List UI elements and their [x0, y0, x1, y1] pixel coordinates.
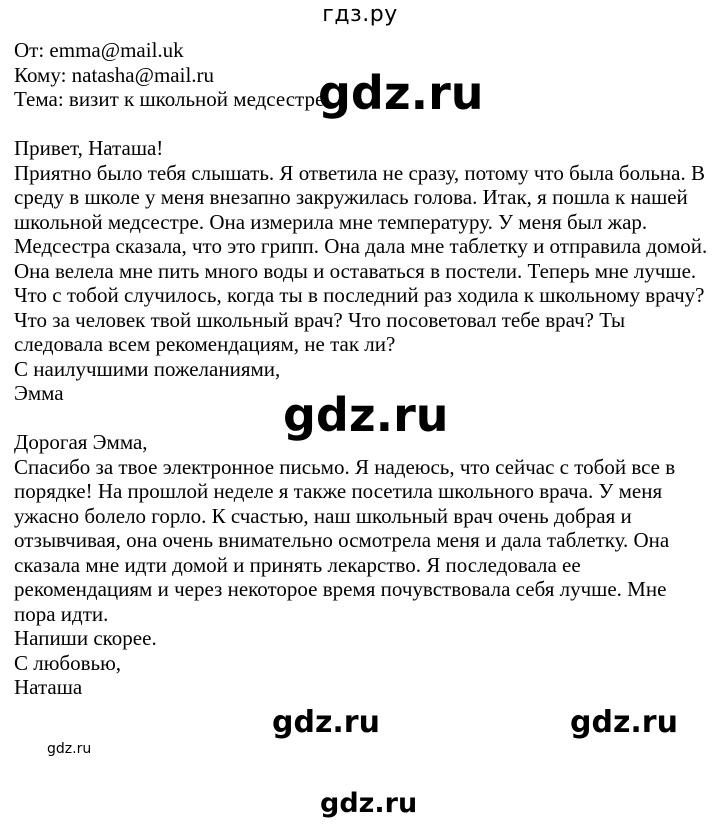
letter2-greeting: Дорогая Эмма,: [14, 430, 148, 454]
email-subject: Тема: визит к школьной медсестре: [14, 87, 325, 111]
letter1-greeting: Привет, Наташа!: [14, 136, 164, 160]
letter2-extra: Напиши скорее.: [14, 626, 157, 650]
letter1-line: следовала всем рекомендациям, не так ли?: [14, 332, 396, 356]
watermark-lower-left: gdz.ru: [272, 705, 380, 740]
watermark-lower-right: gdz.ru: [570, 705, 678, 740]
letter1-line: Что с тобой случилось, когда ты в последний раз ходила к школьному врачу?: [14, 283, 705, 307]
email-to: Кому: natasha@mail.ru: [14, 62, 215, 87]
letter2-line: сказала мне идти домой и принять лекарство. Я последовала ее: [14, 552, 581, 577]
letter1-line: школьной медсестре. Она измерила мне температуру. У меня был жар.: [14, 209, 648, 234]
letter2-signature: Наташа: [14, 675, 83, 699]
letter2-closing: С любовью,: [14, 650, 122, 675]
watermark-small: gdz.ru: [47, 741, 92, 757]
letter2-line: Спасибо за твое электронное письмо. Я надеюсь, что сейчас с тобой все в: [14, 454, 676, 479]
letter1-line: среду в школе у меня внезапно закружилась голова. Итак, я пошла к нашей: [14, 185, 688, 209]
email-document: [14, 38, 714, 700]
site-header: гдз.ру: [322, 2, 398, 27]
letter1-line: Приятно было тебя слышать. Я ответила не сразу, потому что была больна. В: [14, 160, 705, 185]
letter2-line: порядке! На прошлой неделе я также посетила школьного врача. У меня: [14, 479, 663, 503]
letter2-line: пора идти.: [14, 601, 109, 626]
email-from: От: emma@mail.uk: [14, 38, 184, 62]
letter1-line: Она велела мне пить много воды и оставаться в постели. Теперь мне лучше.: [14, 258, 697, 283]
letter2-line: ужасно болело горло. К счастью, наш школьный врач очень добрая и: [14, 503, 632, 528]
watermark-footer: gdz.ru: [320, 788, 418, 819]
letter1-line: Медсестра сказала, что это грипп. Она дала мне таблетку и отправила домой.: [14, 234, 708, 258]
letter2-line: отзывчивая, она очень внимательно осмотрела меня и дала таблетку. Она: [14, 528, 670, 552]
letter1-signature: Эмма: [14, 381, 64, 405]
watermark-top: gdz.ru: [318, 66, 484, 120]
letter2-line: рекомендациям и через некоторое время почувствовала себя лучше. Мне: [14, 577, 667, 601]
letter1-closing: С наилучшими пожеланиями,: [14, 356, 281, 381]
letter1-line: Что за человек твой школьный врач? Что посоветовал тебе врач? Ты: [14, 307, 626, 332]
watermark-middle: gdz.ru: [283, 388, 449, 442]
